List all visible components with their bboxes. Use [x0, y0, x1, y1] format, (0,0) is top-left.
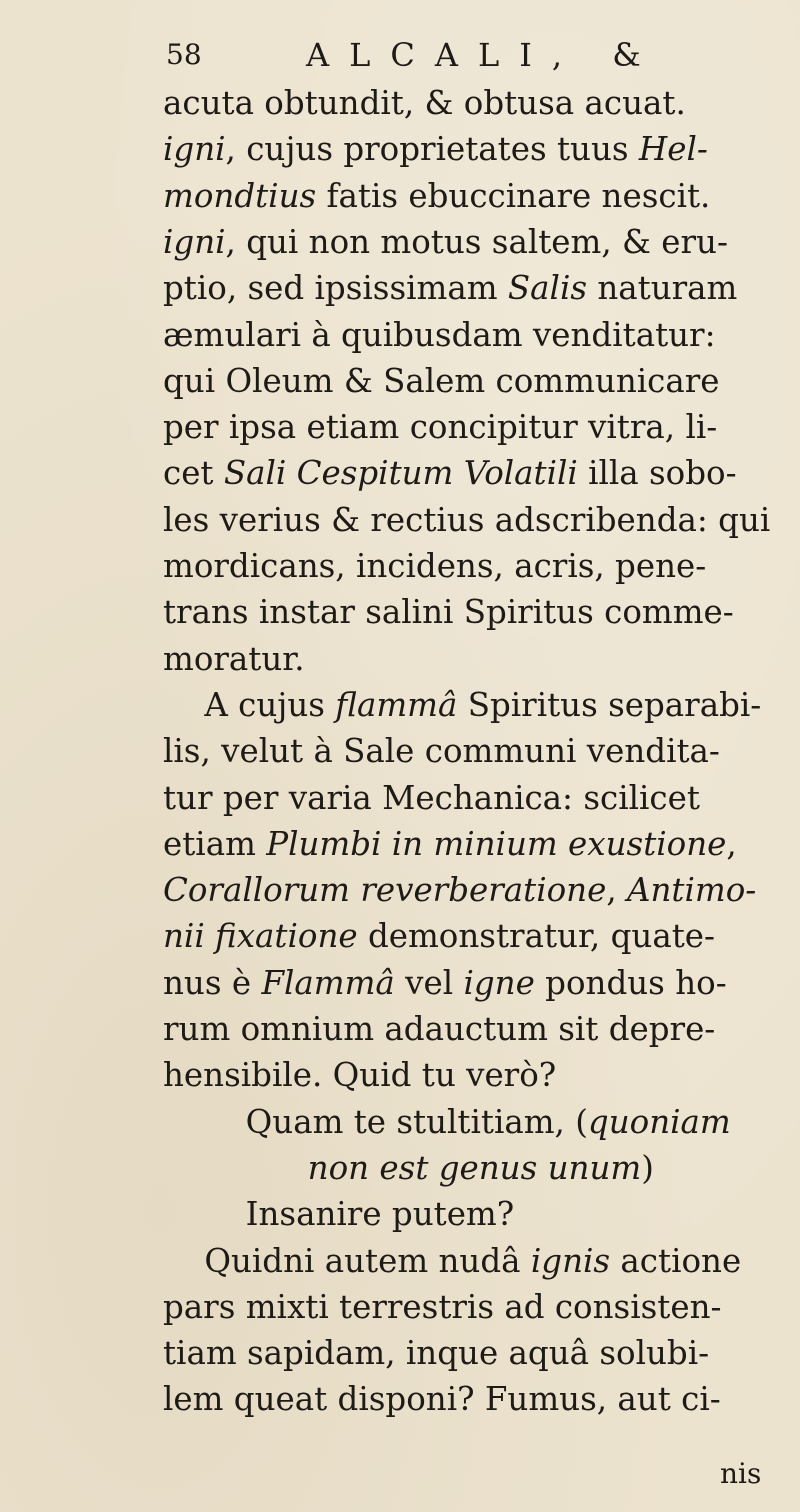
roman-segment: vel [394, 963, 464, 1002]
text-line [163, 1147, 783, 1189]
roman-segment: lem queat disponi? Fumus, aut ci- [163, 1380, 721, 1419]
roman-segment: fatis ebuccinare nescit. [316, 176, 711, 215]
roman-segment: les verius & rectius adscribenda: qui [163, 500, 771, 539]
text-line [163, 1054, 783, 1096]
text-line [163, 915, 783, 957]
page-number: 58 [166, 38, 202, 71]
text-line [163, 175, 783, 217]
roman-segment: Spiritus separabi- [457, 685, 762, 724]
running-head: ALCALI, & [306, 36, 661, 74]
roman-segment [163, 1149, 308, 1187]
italic-segment: mondtius [163, 176, 317, 215]
text-line [163, 684, 783, 726]
text-line [163, 1101, 783, 1143]
text-line [163, 360, 783, 402]
roman-segment: Quidni autem nudâ [163, 1241, 531, 1280]
roman-segment: pondus ho- [534, 963, 727, 1002]
roman-segment: acuta obtundit, & obtusa acuat. [163, 84, 686, 122]
text-line [163, 267, 783, 309]
roman-segment: moratur. [163, 639, 305, 678]
italic-segment: quoniam [587, 1102, 731, 1141]
text-line [163, 128, 783, 170]
roman-segment: mordicans, incidens, acris, pene- [163, 547, 707, 585]
text-line [163, 1193, 783, 1235]
text-line [163, 1286, 783, 1328]
roman-segment: rum omnium adauctum sit depre- [163, 1010, 716, 1048]
text-line [163, 452, 783, 494]
italic-segment: Hel- [638, 130, 708, 169]
roman-segment: pars mixti terrestris ad consisten- [163, 1287, 722, 1326]
text-line [163, 499, 783, 541]
roman-segment: demonstratur, quate- [357, 917, 715, 956]
text-line [163, 221, 783, 263]
italic-segment: igni [163, 222, 226, 261]
italic-segment: Corallorum reverberatione [163, 871, 607, 910]
italic-segment: non est genus unum [307, 1148, 642, 1187]
roman-segment: , cujus proprietates tuus [225, 130, 639, 169]
italic-segment: igne [463, 963, 535, 1002]
roman-segment: Insanire putem? [163, 1195, 515, 1234]
text-line [163, 1008, 783, 1050]
text-line [163, 823, 783, 865]
roman-segment: naturam [587, 269, 738, 308]
roman-segment: Quam te stultitiam, ( [163, 1102, 588, 1141]
text-line [163, 406, 783, 448]
text-line [163, 82, 783, 124]
italic-segment: Sali Cespitum Volatili [223, 454, 578, 493]
italic-segment: igni [163, 130, 226, 169]
text-line [163, 962, 783, 1004]
text-line [163, 314, 783, 356]
text-line [163, 730, 783, 772]
text-line [163, 1332, 783, 1374]
roman-segment: lis, velut à Sale communi vendita- [163, 732, 720, 771]
roman-segment: per ipsa etiam concipitur vitra, li- [163, 408, 718, 447]
italic-segment: Flammâ [261, 963, 395, 1002]
text-line [163, 1378, 783, 1420]
roman-segment: nus è [163, 963, 262, 1002]
catchword: nis [720, 1457, 762, 1490]
roman-segment: A cujus [163, 685, 336, 724]
roman-segment: tur per varia Mechanica: scilicet [163, 778, 700, 817]
roman-segment: , [726, 824, 737, 863]
roman-segment: , [606, 871, 628, 910]
roman-segment: hensibile. Quid tu verò? [163, 1056, 557, 1095]
roman-segment: qui Oleum & Salem communicare [163, 361, 720, 400]
italic-segment: nii fixatione [163, 917, 358, 956]
italic-segment: Plumbi in minium exustione [266, 824, 727, 863]
roman-segment: cet [163, 454, 224, 493]
text-line [163, 638, 783, 680]
text-line [163, 1240, 783, 1282]
text-line [163, 869, 783, 911]
roman-segment: ptio, sed ipsissimam [163, 269, 508, 308]
roman-segment: tiam sapidam, inque aquâ solubi- [163, 1334, 710, 1373]
italic-segment: Salis [507, 269, 588, 308]
italic-segment: flammâ [335, 685, 458, 724]
roman-segment: actione [610, 1241, 742, 1280]
roman-segment: æmulari à quibusdam venditatur: [163, 315, 716, 354]
italic-segment: Antimo- [627, 871, 757, 910]
italic-segment: ignis [530, 1241, 611, 1280]
text-line [163, 591, 783, 633]
text-line [163, 777, 783, 819]
roman-segment: , qui non motus saltem, & eru- [225, 222, 728, 261]
text-line [163, 545, 783, 587]
roman-segment: etiam [163, 824, 267, 863]
roman-segment: ) [641, 1148, 654, 1187]
roman-segment: trans instar salini Spiritus comme- [163, 593, 734, 632]
roman-segment: illa sobo- [577, 454, 737, 493]
page-header [166, 30, 726, 80]
